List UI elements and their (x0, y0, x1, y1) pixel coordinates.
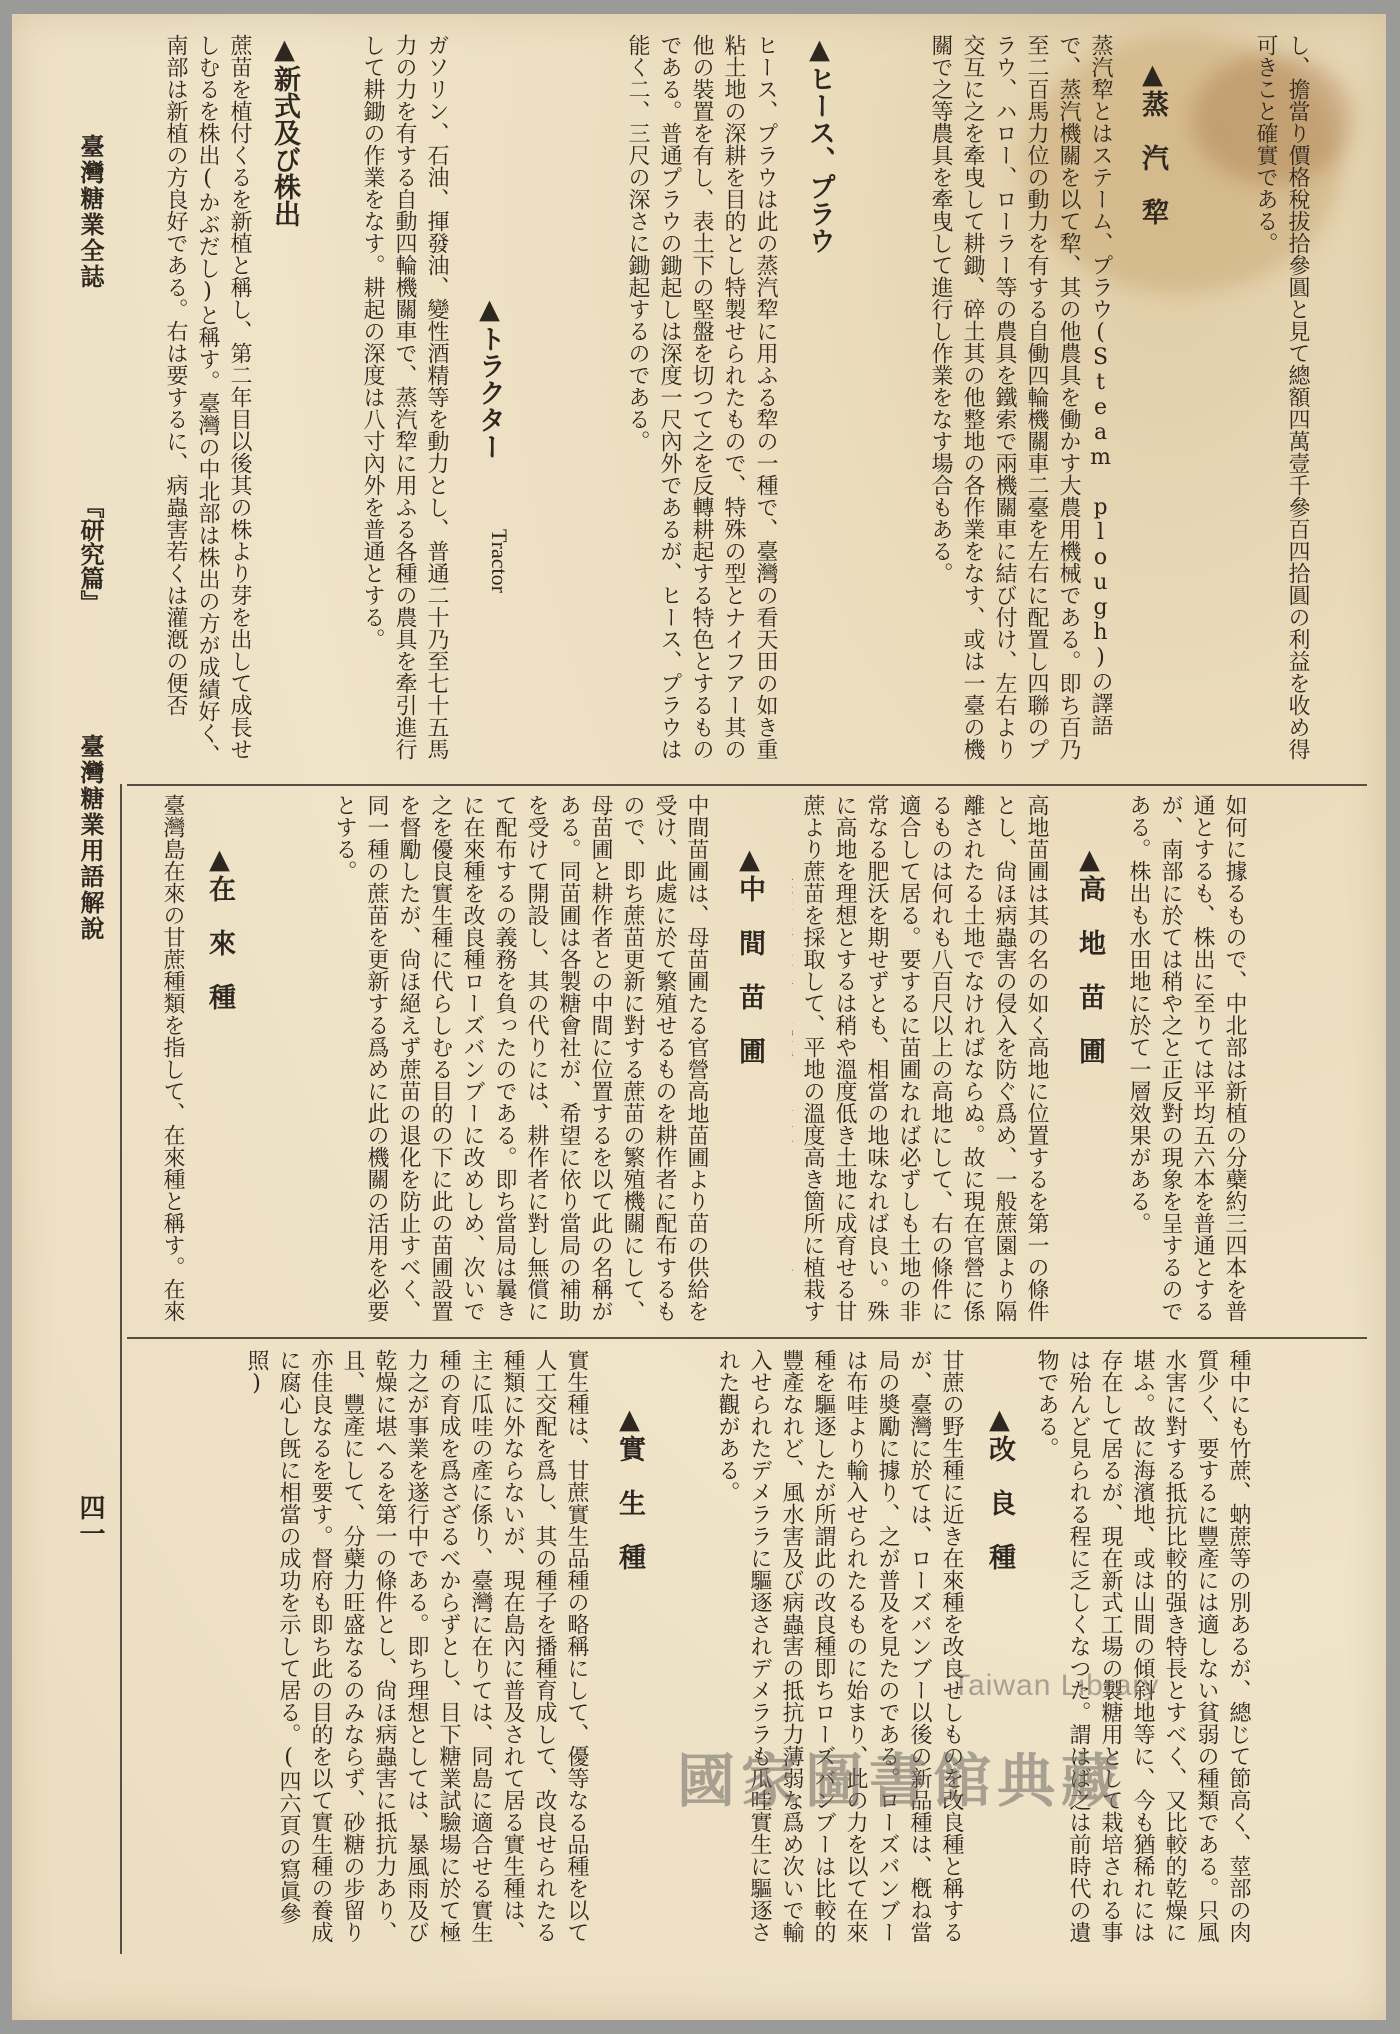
intro-text: し、擔當り價格稅拔拾參圓と見て總額四萬壹千參百四拾圓の利益を收め得可きこと確實である。 (1253, 34, 1310, 760)
section-rule-top (127, 784, 1367, 786)
library-watermark-logo: 國家圖書館典藏 (677, 1747, 1126, 1815)
native-variety-cont: 種中にも竹蔗、蚋蔗等の別あるが、總じて節高く、莖部の肉質少く、要するに豐產には適しない貧弱の種類である。只風水害に對する抵抗比較的强き特長とすべく、又比較的乾燥に堪ふ。故に海濱地、或は山間の傾斜地等に、今も猶稀れには存在して居るが、現在新式工場の製糖用として栽培される事は殆んど見られる程に乏しくなつた。謂はば之は前時代の遺物である。 (1034, 1349, 1251, 1943)
heath-plough-body: ヒース、プラウは此の蒸汽犂に用ふる犂の一種で、臺灣の看天田の如き重粘土地の深耕を目的とし特製せられたもので、特殊の型とナイフアー其の他の裝置を有し、表土下の堅盤を切つて之を反轉耕起する特色とするものである。普通プラウの鋤起しは深度一尺內外であるが、ヒース、プラウは能く二、三尺の深さに鋤起するのである。 (625, 34, 778, 760)
intermediate-nursery-body: 中間苗圃は、母苗圃たる官營高地苗圃より苗の供給を受け、此處に於て繁殖せるものを耕作者に配布するもので、即ち蔗苗更新に對する蔗苗の繁殖機關にして、母苗圃と耕作者との中間に位置するを以て此の名稱がある。同苗圃は各製糖會社が、希望に依り當局の補助を受けて開設し、其の代りには、耕作者に對し無償にて配布するの義務を負ったのである。即ち當局は曩きに在來種を改良種ローズバンブーに改めしめ、次いで之を優良實生種に代らしむる目的の下に此の苗圃設置を督勵したが、尙ほ絕えず蔗苗の退化を防止すべく、同一種の蔗苗を更新する爲めに此の機關の活用を必要とする。 (332, 794, 709, 1322)
steam-plough-body: 蒸汽犂とはステーム、プラウ(Steam plough)の譯語で、蒸汽機關を以て犂、其の他農具を働かす大農用機械である。即ち百乃至二百馬力位の動力を有する自働四輪機關車二臺を左右に配置し四聯のプラウ、ハロー、ローラー等の農具を鐵索で兩機關車に結び付け、左右より交互に之を牽曳して耕鋤、碎土其の他整地の各作業をなす、或は一臺の機關で之等農具を牽曳して進行し作業をなす場合もある。 (928, 34, 1113, 760)
section-rule-bottom (127, 1337, 1367, 1339)
native-variety-body: 臺灣島在來の甘蔗種類を指して、在來種と稱す。在來 (160, 794, 185, 1322)
heath-plough-heading: ▲ヒース、プラウ (804, 34, 835, 254)
new-planting-heading: ▲新式及び株出 (269, 34, 300, 227)
highland-nursery-heading: ▲高 地 苗 圃 (1074, 844, 1105, 1064)
section-label: 『研究篇』 (76, 494, 105, 614)
header-column-rule (120, 784, 122, 1954)
improved-variety-body: 甘蔗の野生種に近き在來種を改良せしものを改良種と稱するが、臺灣に於ては、ローズバンブー以後の新品種は、槪ね當局の奬勵に據り、之が普及を見たのである。ローズバンブーは布哇より輸入せられたるものに始まり、此の力を以て在來種を驅逐したが所謂此の改良種即ちローズバンブーは比較的豐產なれど、風水害及び病蟲害の抵抗力薄弱な爲め次いで輸入せられたデメララに驅逐されデメララも瓜哇實生に驅逐された觀がある。 (715, 1349, 964, 1943)
journal-title: 臺灣糖業全誌 (76, 134, 105, 290)
native-cont-text: 如何に據るもので、中北部は新植の分蘗約三四本を普通とするも、株出に至りては平均五六本を普通とするが、南部に於ては稍や之と正反對の現象を呈するのである。株出も水田地に於て一層效果がある。 (1126, 794, 1247, 1322)
seedling-variety-body: 實生種は、甘蔗實生品種の略稱にして、優等なる品種を以て人工交配を爲し、其の種子を播種育成して、改良せられたる種類に外ならないが、現在島內に普及されて居る實生種は、主に瓜哇の產に係り、臺灣に在りては、同島に適合せる實生種の育成を爲さざるべからずとし、目下糖業試驗場に於て極力之が事業を遂行中である。即ち理想としては、暴風雨及び乾燥に堪へるを第一の條件とし、尙ほ病蟲害に抵抗力あり、且、豐產にして、分蘗力旺盛なるのみならず、砂糖の步留り亦佳良なるを要す。督府も即ち此の目的を以て實生種の養成に腐心し旣に相當の成功を示して居る。(四六頁の寫眞參照) (244, 1349, 589, 1943)
highland-nursery-body: 高地苗圃は其の名の如く高地に位置するを第一の條件とし、尙ほ病蟲害の侵入を防ぐ爲め、一般蔗園より隔離されたる土地でなければならぬ。故に現在官營に係るものは何れも八百尺以上の高地にして、右の條件に適合して居る。要するに苗圃なれば必ずしも土地の非常なる肥沃を期せずとも、相當の地味なれば良い。殊に高地を理想とするは稍や溫度低き土地に成育せる甘蔗より蔗苗を採取して、平地の溫度高き箇所に植栽す (800, 794, 1049, 1322)
tractor-heading: ▲トラクター (474, 294, 505, 460)
new-planting-body: 蔗苗を植付くるを新植と稱し、第二年目以後其の株より芽を出して成長せしむるを株出(かぶだし)と稱す。臺灣の中北部は株出の方が成績好く、南部は新植の方良好である。右は要するに、病蟲害若くは灌漑の便否 (163, 34, 252, 766)
steam-plough-heading: ▲蒸 汽 犂 (1137, 59, 1168, 225)
tractor-english: Tractor (487, 529, 512, 593)
native-variety-heading: ▲在 來 種 (204, 844, 235, 1010)
page-number: 四一 (75, 1494, 105, 1546)
document-page (12, 14, 1386, 2020)
tractor-body: ガソリン、石油、揮發油、變性酒精等を動力とし、普通二十乃至七十五馬力の力を有する自動四輪機關車で、蒸汽犂に用ふる各種の農具を牽引進行して耕鋤の作業をなす。耕起の深度は八寸內外を普通とする。 (360, 34, 449, 760)
intermediate-nursery-heading: ▲中 間 苗 圃 (734, 844, 765, 1064)
article-title: 臺灣糖業用語解說 (76, 734, 105, 942)
improved-variety-heading: ▲改 良 種 (984, 1404, 1015, 1570)
library-watermark-english: Taiwan Library (952, 1669, 1160, 1702)
seedling-variety-heading: ▲實 生 種 (614, 1404, 645, 1570)
